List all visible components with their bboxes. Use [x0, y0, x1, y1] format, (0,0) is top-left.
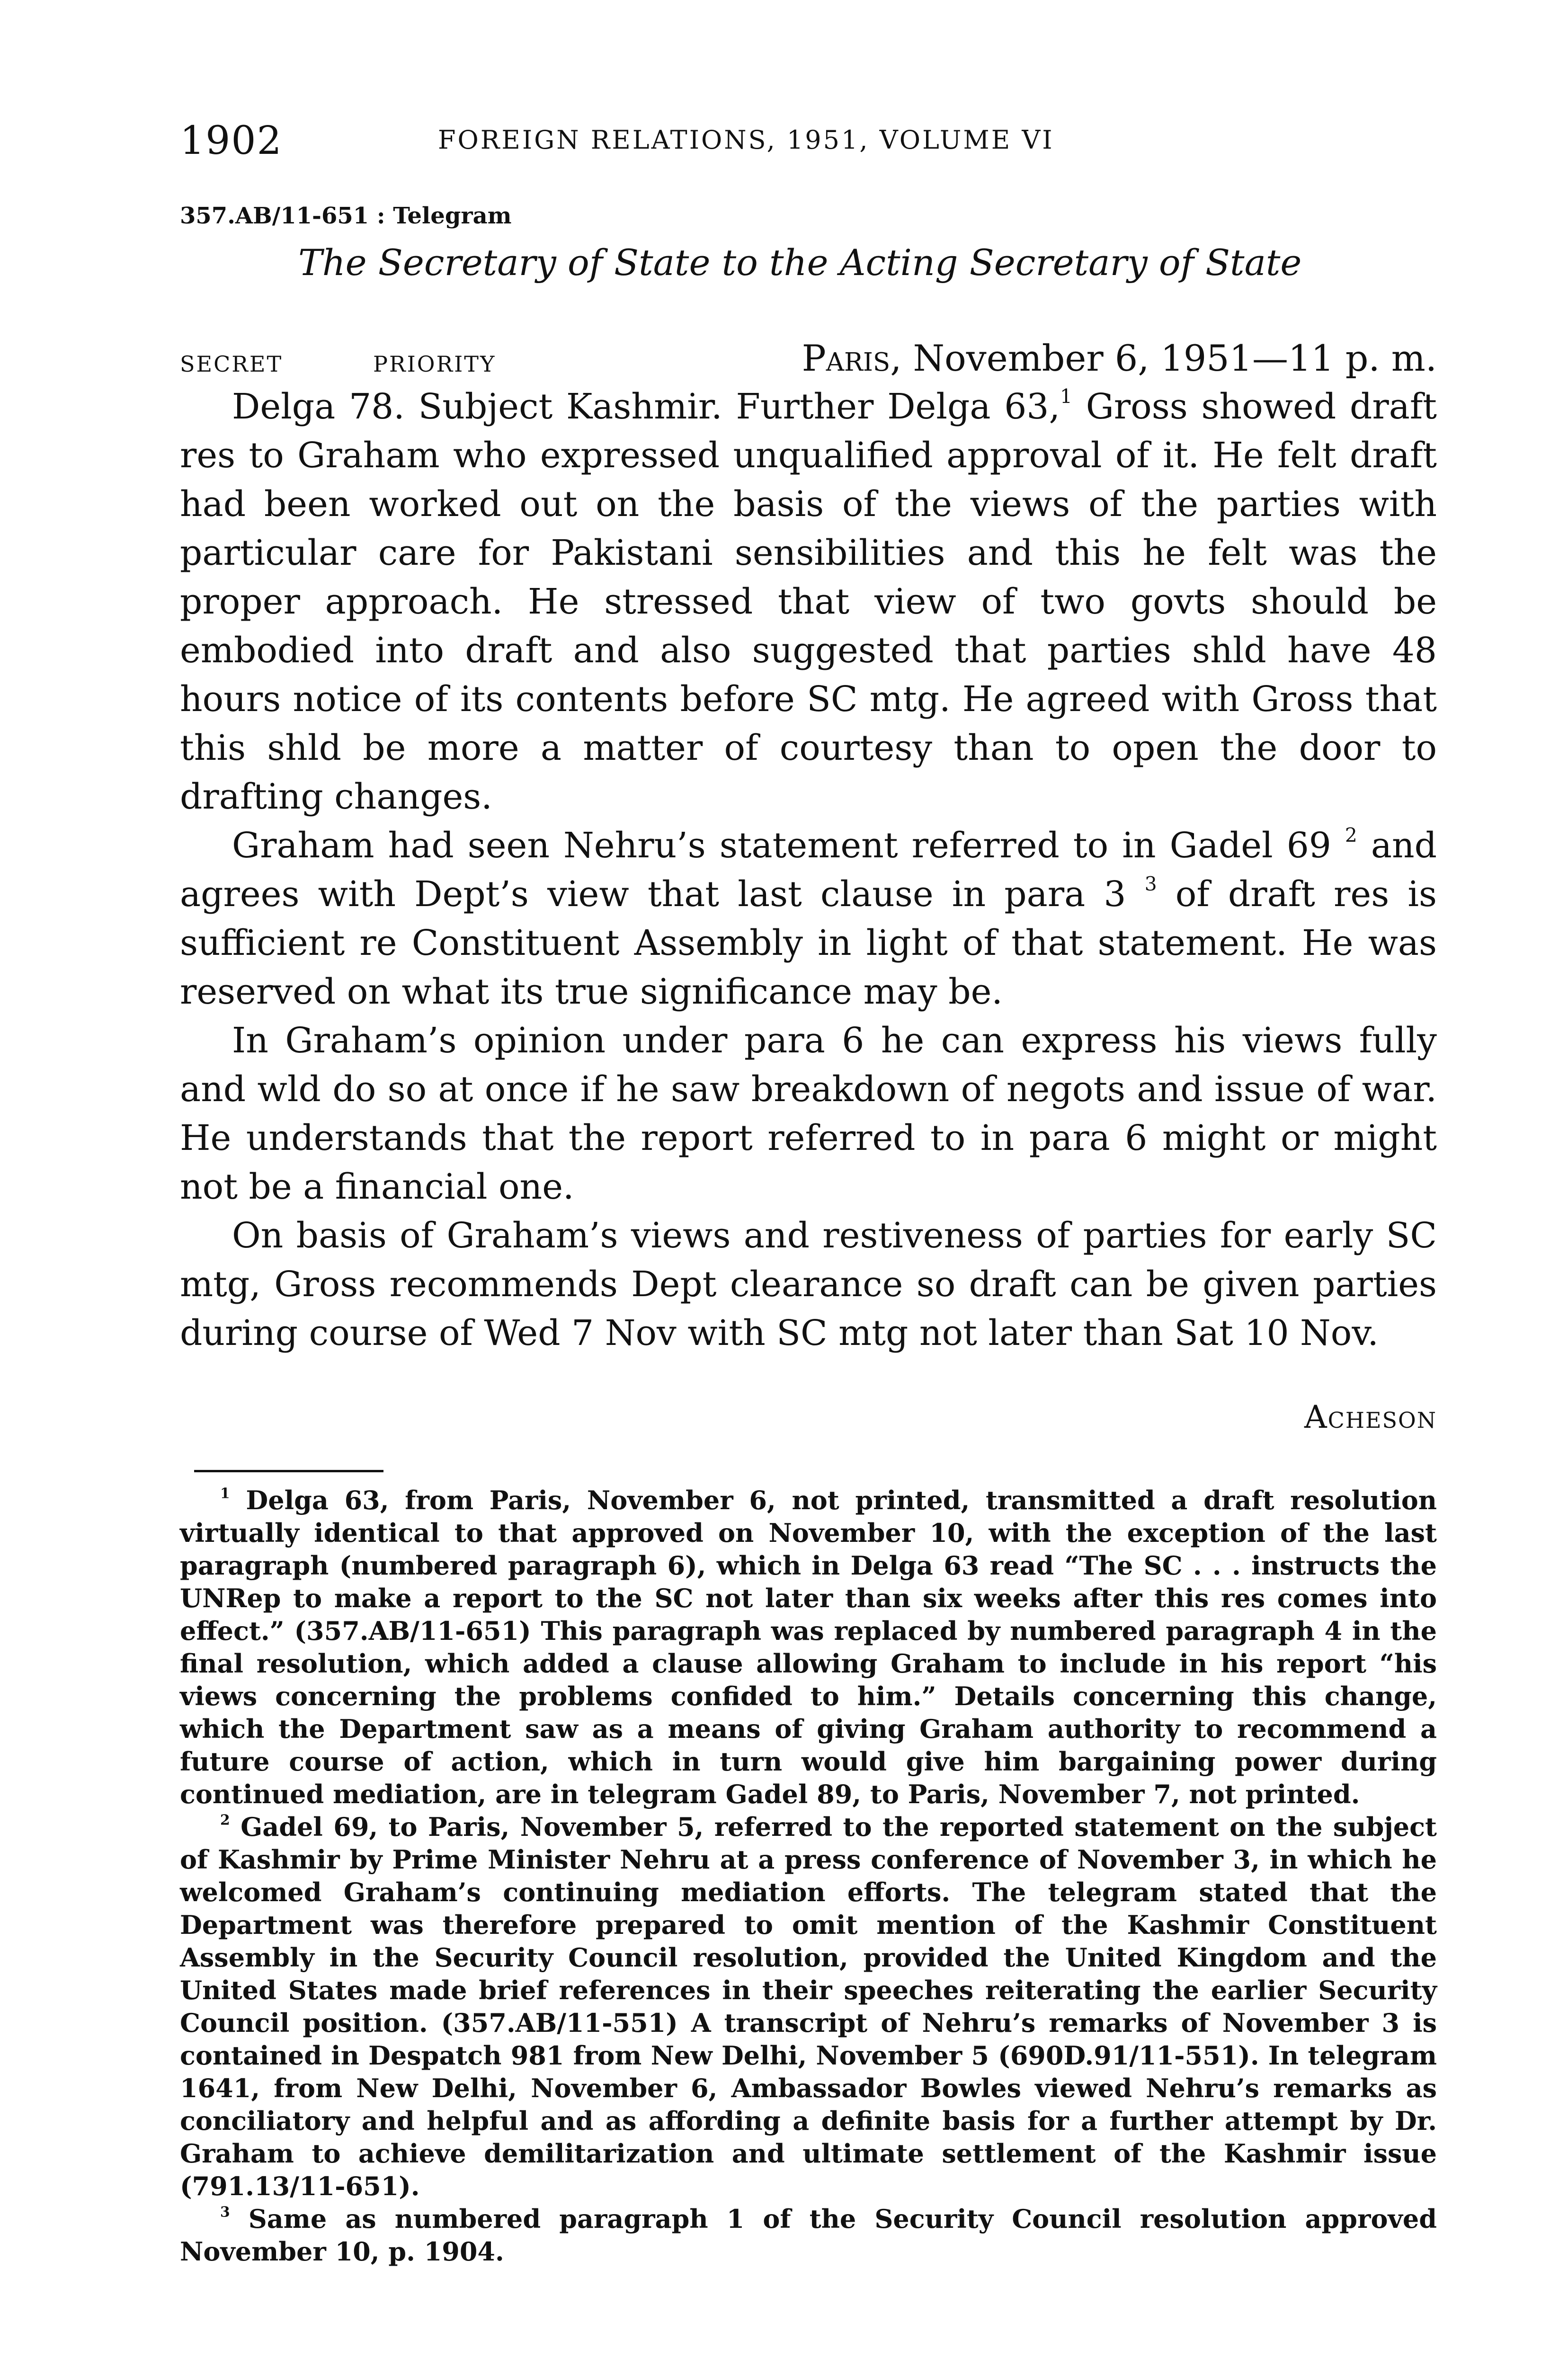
signature: Acheson — [1304, 1399, 1437, 1435]
body-paragraph: On basis of Graham’s views and restiveness of parties for early SC mtg, Gross recommends Dept clearance so draft can be given parties during course of Wed 7 Nov with SC mtg not later than Sat 10 Nov. — [180, 1215, 1437, 1353]
priority-label: PRIORITY — [373, 351, 496, 377]
running-head — [180, 118, 1439, 170]
footnote-ref: 1 — [1060, 385, 1072, 408]
page-number: 1902 — [180, 118, 283, 163]
footnote-marker: 2 — [220, 1812, 230, 1829]
place-date — [802, 337, 1437, 379]
body-paragraph: Delga 78. Subject Kashmir. Further Delga 63,$^1$ Gross showed draft res to Graham who expressed unqualified approval of it. He felt draft had been worked out on the basis of the views of the parties with particular care for Pakistani sensibilities and this he felt was the proper approach. He stressed that view of two govts should be embodied into draft and also suggested that parties shld have 48 hours notice of its contents before SC mtg. He agreed with Gross that this shld be more a matter of courtesy than to open the door to drafting changes. — [180, 385, 1437, 817]
dateline — [180, 337, 1437, 384]
running-title: FOREIGN RELATIONS, 1951, VOLUME VI — [438, 125, 1054, 155]
classification-label: SECRET — [180, 351, 283, 377]
telegram-body — [180, 383, 1437, 1358]
footnote-divider — [194, 1470, 383, 1472]
footnote-marker: 3 — [220, 2204, 230, 2221]
footnote: $^3$ Same as numbered paragraph 1 of the Security Council resolution approved November 10, p. 1904. — [180, 2204, 1437, 2267]
file-reference: 357.AB/11-651 : Telegram — [180, 203, 512, 229]
footnote: $^2$ Gadel 69, to Paris, November 5, referred to the reported statement on the subject of Kashmir by Prime Minister Nehru at a press conference of November 3, in which he welcomed Graham’s continuing mediation efforts. The telegram stated that the Department was therefore prepared to omit mention of the Kashmir Constituent Assembly in the Security Council resolution, provided the United Kingdom and the United States made brief references in their speeches reiterating the earlier Security Council position. (357.AB/11-551) A transcript of Nehru’s remarks of November 3 is contained in Despatch 981 from New Delhi, November 5 (690D.91/11-551). In telegram 1641, from New Delhi, November 6, Ambassador Bowles viewed Nehru’s remarks as conciliatory and helpful and as affording a definite basis for a further attempt by Dr. Graham to achieve demilitarization and ultimate settlement of the Kashmir issue (791.13/11-651). — [180, 1812, 1437, 2201]
body-paragraph: In Graham’s opinion under para 6 he can express his views fully and wld do so at once if he saw breakdown of negots and issue of war. He understands that the report referred to in para 6 might or might not be a financial one. — [180, 1020, 1437, 1207]
footnote: $^1$ Delga 63, from Paris, November 6, not printed, transmitted a draft resolution virtually identical to that approved on November 10, with the exception of the last paragraph (numbered paragraph 6), which in Delga 63 read “The SC . . . instructs the UNRep to make a report to the SC not later than six weeks after this res comes into effect.” (357.AB/11-651) This paragraph was replaced by numbered paragraph 4 in the final resolution, which added a clause allowing Graham to include in his report “his views concerning the problems confided to him.” Details concerning this change, which the Department saw as a means of giving Graham authority to recommend a future course of action, which in turn would give him bargaining power during continued mediation, are in telegram Gadel 89, to Paris, November 7, not printed. — [180, 1485, 1437, 1809]
place: Paris — [802, 337, 891, 379]
footnote-ref: 3 — [1144, 872, 1157, 896]
footnote-marker: 1 — [220, 1485, 230, 1502]
body-paragraph: Graham had seen Nehru’s statement referred to in Gadel 69 $^2$ and agrees with Dept’s view that last clause in para 3 $^3$ of draft res is sufficient re Constituent Assembly in light of that statement. He was reserved on what its true significance may be. — [180, 824, 1437, 1012]
footnotes — [180, 1484, 1437, 2268]
document-title: The Secretary of State to the Acting Secretary of State — [298, 241, 1302, 284]
date: , November 6, 1951—11 p. m. — [890, 337, 1437, 379]
footnote-ref: 2 — [1345, 824, 1357, 847]
